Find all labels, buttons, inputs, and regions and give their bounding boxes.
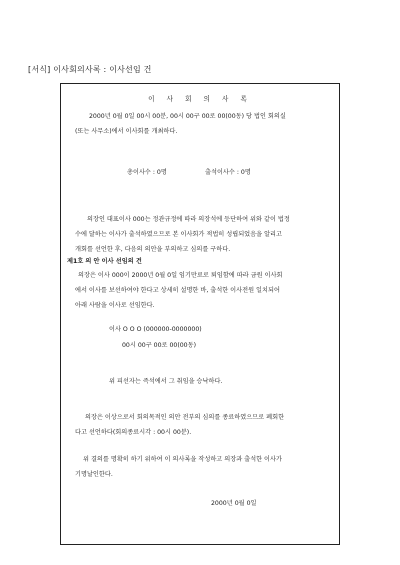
document-date: 2000년 0월 0일 [211, 500, 257, 507]
acceptance-statement: 위 피선자는 즉석에서 그 취임을 승낙하다. [109, 378, 223, 385]
chair-line-1: 의장인 대표이사 000는 정관규정에 따라 의장석에 등단하여 위와 같이 법정 [87, 216, 290, 223]
document-title: 이 사 회 의 사 록 [148, 95, 252, 103]
record-line-1: 위 결의를 명확히 하기 위하여 이 의사록을 작성하고 의장과 출석한 이사가 [83, 456, 282, 463]
closing-paragraph [75, 410, 284, 440]
agenda-line-1: 의장은 이사 000이 2000년 0월 0일 임기만료로 퇴임함에 따라 금원 이사회 [78, 272, 283, 279]
present-directors: 출석이사수 : 0명 [205, 169, 251, 176]
record-paragraph [75, 452, 282, 482]
agenda-line-3: 아래 사람을 이사로 선임한다. [75, 302, 155, 309]
record-line-2: 기명날인한다. [75, 471, 113, 478]
agenda-title: 제1호 의 안 이사 선임의 건 [67, 258, 142, 265]
chair-paragraph [75, 212, 290, 257]
appointee-address: 00시 00구 00로 00(00동) [122, 342, 197, 349]
closing-line-2: 다고 선언하다(회의종료시각 : 00시 00분). [75, 429, 192, 436]
agenda-line-2: 에서 이사를 보선하여야 한다고 상세히 설명한 바, 출석한 이사전원 일치되어 [75, 287, 280, 294]
closing-line-1: 의장은 이상으로서 회의목적인 의안 전부의 심의를 종료하였으므로 폐회한 [85, 414, 285, 421]
chair-line-3: 개회를 선언한 후, 다음의 의안을 부의하고 심의를 구하다. [75, 246, 231, 253]
form-label: [서식] 이사회의사록 : 이사선임 건 [28, 65, 152, 74]
intro-line-1: 2000년 0월 0일 00시 00분, 00시 00구 00로 00(00동) 당 법인 회의실 [89, 113, 286, 120]
intro-line-2: (또는 사무소)에서 이사회를 개최하다. [75, 128, 178, 135]
appointee-name: 이사 O O O (000000-0000000) [109, 326, 202, 333]
total-directors: 총이사수 : 0명 [127, 169, 167, 176]
intro-paragraph [75, 109, 286, 139]
chair-line-2: 수에 달하는 이사가 출석하였으므로 본 이사회가 적법히 성립되었음을 알리고 [75, 231, 283, 238]
agenda-paragraph [75, 268, 283, 313]
minutes-document [60, 83, 340, 545]
